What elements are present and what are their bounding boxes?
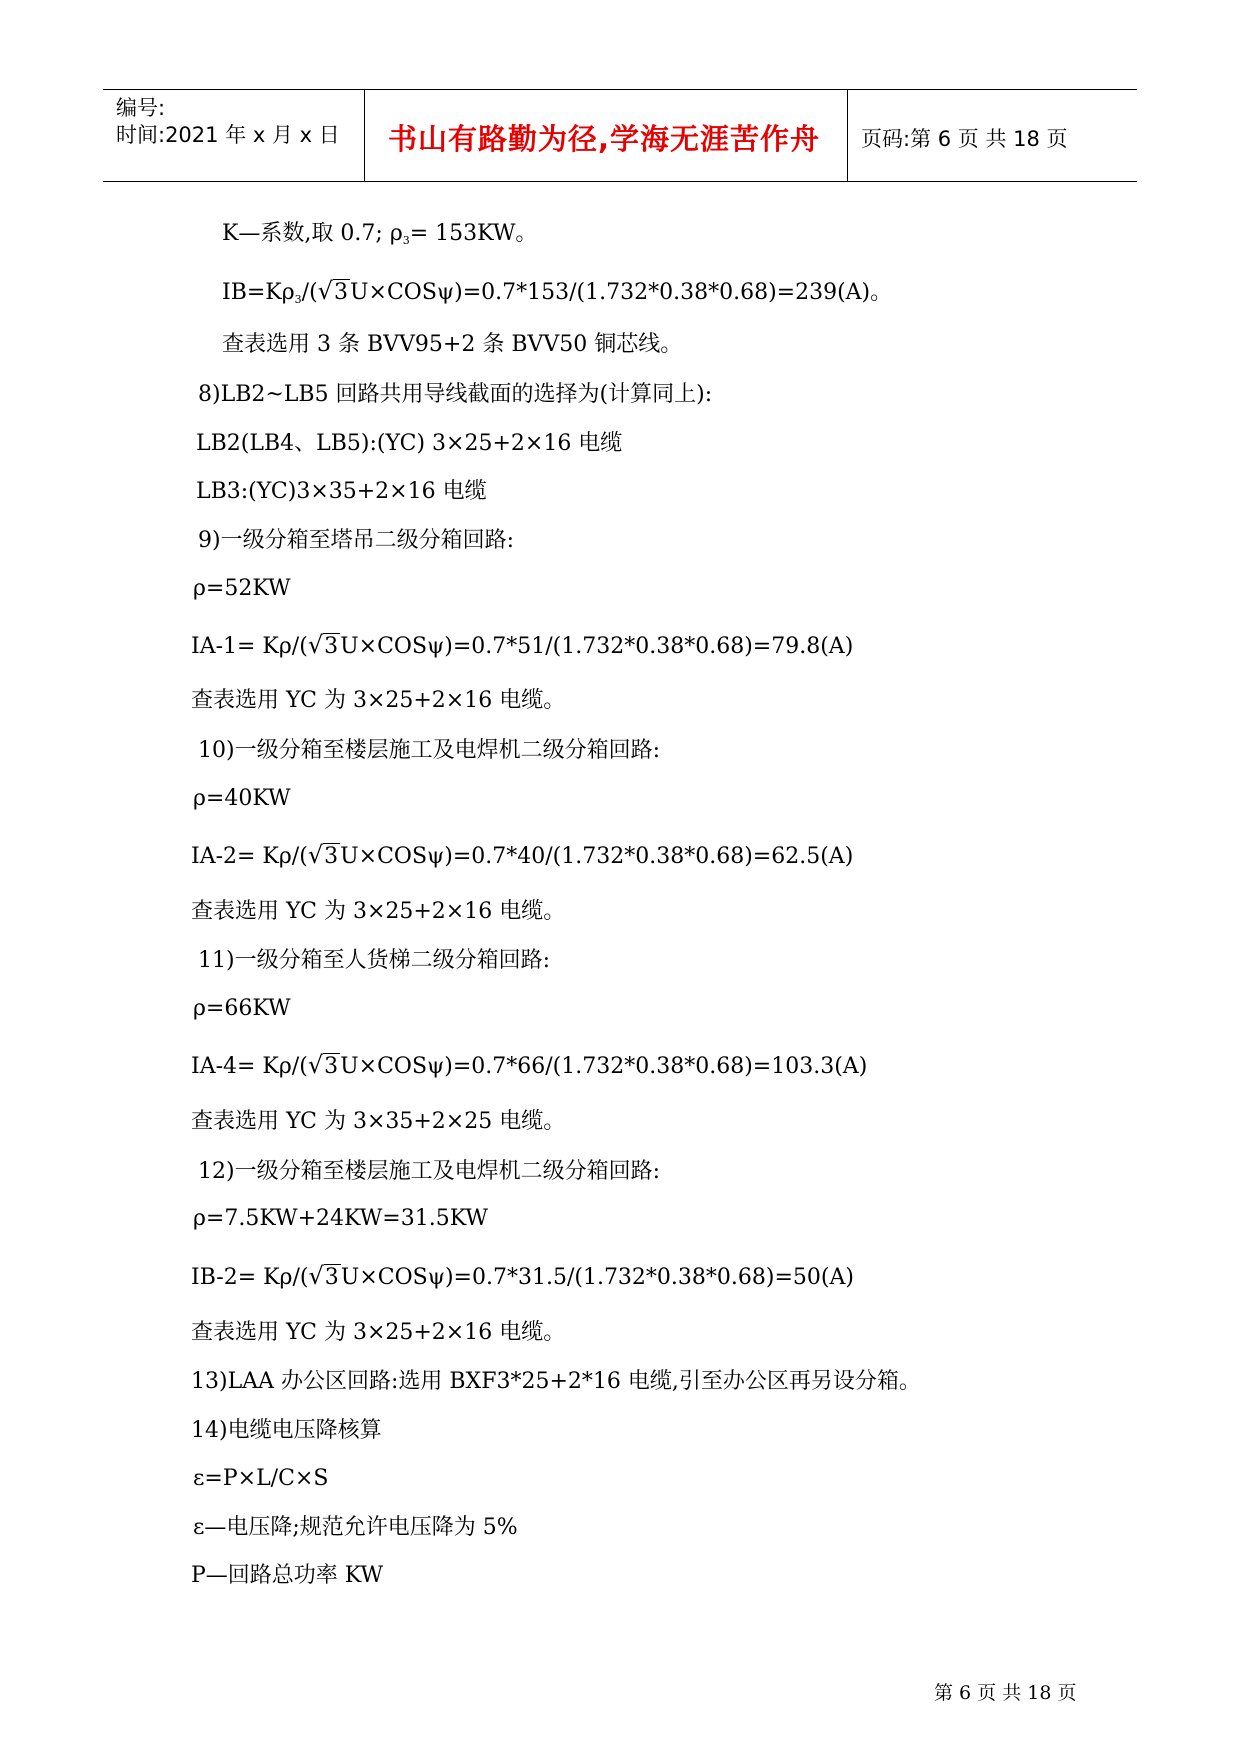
paragraph-line: 查表选用 YC 为 3×25+2×16 电缆。: [191, 899, 566, 924]
paragraph-line: 11)一级分箱至人货梯二级分箱回路:: [198, 948, 550, 973]
formula-post: U×COSψ)=0.7*66/(1.732*0.38*0.68)=103.3(A): [340, 1054, 868, 1079]
header-divider-right: [847, 89, 848, 181]
paragraph-line: P—回路总功率 KW: [191, 1563, 384, 1588]
header-page-number: 页码:第 6 页 共 18 页: [861, 127, 1068, 151]
paragraph-line: 查表选用 YC 为 3×25+2×16 电缆。: [191, 1320, 566, 1345]
formula-ib-subscript: 3: [294, 293, 302, 306]
sqrt-symbol: √3: [307, 631, 339, 659]
formula-ib-2: [191, 1261, 854, 1293]
paragraph-line: ρ=52KW: [193, 576, 291, 601]
paragraph-line: ρ=40KW: [193, 786, 291, 811]
document-date: 时间:2021 年 x 月 x 日: [116, 123, 340, 147]
sqrt-symbol: √3: [308, 1262, 339, 1290]
formula-ia-4: [191, 1050, 867, 1082]
paragraph-line: ρ=66KW: [193, 996, 291, 1021]
paragraph-line: 12)一级分箱至楼层施工及电焊机二级分箱回路:: [198, 1159, 660, 1184]
sqrt-radicand: 3: [324, 634, 339, 659]
formula-ib-pre: IB=Kρ: [222, 280, 295, 305]
sqrt-radicand: 3: [333, 280, 348, 305]
formula-ib: [222, 276, 892, 315]
formula-pre: IA-2= Kρ/(: [191, 844, 308, 869]
sqrt-symbol: √3: [307, 841, 339, 869]
paragraph-line: 13)LAA 办公区回路:选用 BXF3*25+2*16 电缆,引至办公区再另设分箱。: [191, 1369, 921, 1394]
paragraph-line: 查表选用 3 条 BVV95+2 条 BVV50 铜芯线。: [222, 332, 683, 357]
sqrt-radicand: 3: [324, 844, 339, 869]
formula-ib-mid: /(: [301, 280, 318, 305]
sqrt-radicand: 3: [324, 1265, 339, 1290]
paragraph-line: 查表选用 YC 为 3×35+2×25 电缆。: [191, 1109, 566, 1134]
paragraph-line: ρ=7.5KW+24KW=31.5KW: [193, 1206, 488, 1231]
paragraph-line: ε—电压降;规范允许电压降为 5%: [193, 1515, 518, 1540]
paragraph-line: 14)电缆电压降核算: [191, 1418, 382, 1443]
coefficient-text: K—系数,取 0.7; ρ: [222, 221, 403, 246]
paragraph-line: 10)一级分箱至楼层施工及电焊机二级分箱回路:: [198, 738, 660, 763]
formula-ia-1: [191, 630, 853, 662]
formula-pre: IA-4= Kρ/(: [191, 1054, 308, 1079]
formula-ia-2: [191, 840, 853, 872]
header-divider-left: [364, 89, 365, 181]
paragraph-line: LB2(LB4、LB5):(YC) 3×25+2×16 电缆: [196, 431, 623, 456]
coefficient-line: [222, 219, 537, 256]
formula-ib-post: U×COSψ)=0.7*153/(1.732*0.38*0.68)=239(A)。: [349, 280, 893, 305]
paragraph-line: 查表选用 YC 为 3×25+2×16 电缆。: [191, 688, 566, 713]
rho-subscript: 3: [402, 234, 410, 247]
header-top-rule: [103, 89, 1137, 90]
formula-post: U×COSψ)=0.7*31.5/(1.732*0.38*0.68)=50(A): [340, 1265, 854, 1290]
paragraph-line: 8)LB2~LB5 回路共用导线截面的选择为(计算同上):: [198, 382, 713, 407]
footer-page-number: 第 6 页 共 18 页: [934, 1682, 1077, 1704]
formula-pre: IA-1= Kρ/(: [191, 634, 308, 659]
coefficient-tail: = 153KW。: [409, 221, 538, 246]
formula-pre: IB-2= Kρ/(: [191, 1265, 309, 1290]
document-number-label: 编号:: [116, 96, 166, 120]
paragraph-line: ε=P×L/C×S: [193, 1466, 329, 1491]
sqrt-symbol: √3: [307, 1051, 339, 1079]
formula-post: U×COSψ)=0.7*51/(1.732*0.38*0.68)=79.8(A): [340, 634, 854, 659]
formula-post: U×COSψ)=0.7*40/(1.732*0.38*0.68)=62.5(A): [340, 844, 854, 869]
sqrt-symbol: √3: [317, 277, 348, 305]
sqrt-radicand: 3: [324, 1054, 339, 1079]
header-bottom-rule: [103, 181, 1137, 182]
paragraph-line: LB3:(YC)3×35+2×16 电缆: [196, 479, 487, 504]
header-motto: 书山有路勤为径,学海无涯苦作舟: [388, 122, 821, 156]
paragraph-line: 9)一级分箱至塔吊二级分箱回路:: [198, 528, 514, 553]
